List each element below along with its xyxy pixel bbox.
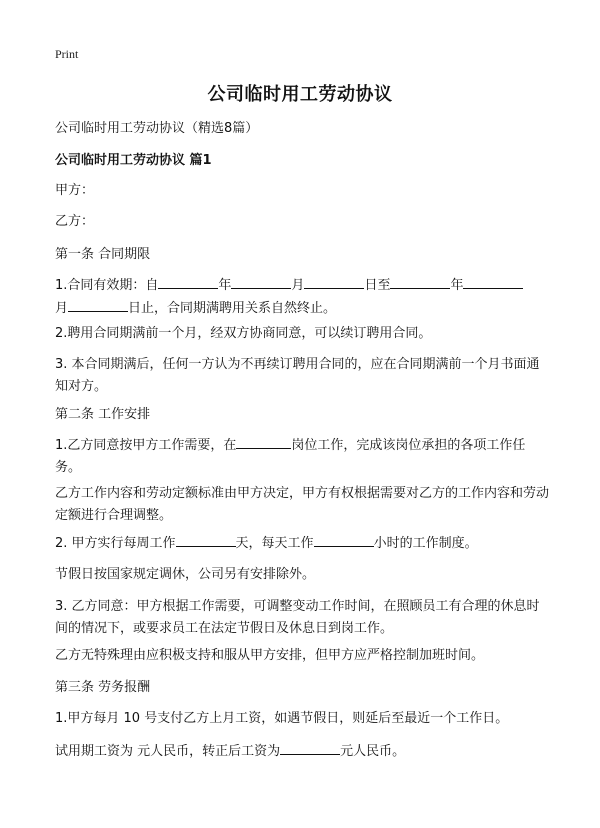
text-segment: 1.合同有效期：自 <box>55 278 159 293</box>
blank-line <box>390 274 450 289</box>
blank-line <box>231 274 291 289</box>
blank-line <box>236 434 291 449</box>
text-segment: 日至 <box>364 278 391 293</box>
print-label: Print <box>55 47 79 61</box>
party-b-line: 乙方： <box>55 214 95 229</box>
text-segment: 元人民币。 <box>340 744 406 759</box>
text-segment: 1.乙方同意按甲方工作需要，在 <box>55 438 237 453</box>
article2-para2: 节假日按国家规定调休，公司另有安排除外。 <box>55 567 316 582</box>
article2-item1 <box>55 434 550 479</box>
subtitle: 公司临时用工劳动协议（精选8篇） <box>55 121 259 136</box>
blank-line <box>280 740 340 755</box>
blank-line <box>314 532 374 547</box>
blank-line <box>68 297 128 312</box>
text-segment: 月 <box>291 278 305 293</box>
text-segment: 年 <box>450 278 464 293</box>
blank-line <box>158 274 218 289</box>
article2-para1: 乙方工作内容和劳动定额标准由甲方决定，甲方有权根据需要对乙方的工作内容和劳动定额进行合理调整。 <box>55 486 550 523</box>
article2-item3: 3. 乙方同意：甲方根据工作需要，可调整变动工作时间，在照顾员工有合理的休息时间的情况下，或要求员工在法定节假日及休息日到岗工作。 <box>55 599 540 636</box>
text-segment: 小时的工作制度。 <box>373 536 478 551</box>
blank-line <box>176 532 236 547</box>
article2-heading: 第二条 工作安排 <box>55 407 151 422</box>
blank-line <box>463 274 523 289</box>
text-segment: 月 <box>55 301 69 316</box>
article2-para3: 乙方无特殊理由应积极支持和服从甲方安排，但甲方应严格控制加班时间。 <box>55 648 485 663</box>
party-a-line: 甲方： <box>55 183 95 198</box>
article1-item3: 3. 本合同期满后，任何一方认为不再续订聘用合同的，应在合同期满前一个月书面通知对方。 <box>55 357 540 394</box>
article1-item2: 2.聘用合同期满前一个月，经双方协商同意，可以续订聘用合同。 <box>55 326 432 341</box>
article3-item1: 1.甲方每月 10 号支付乙方上月工资，如遇节假日，则延后至最近一个工作日。 <box>55 711 509 726</box>
article1-heading: 第一条 合同期限 <box>55 247 151 262</box>
text-segment: 天，每天工作 <box>235 536 314 551</box>
text-segment: 岗位工作，完成该岗位承担的各项工作任务。 <box>55 438 526 475</box>
section-heading: 公司临时用工劳动协议 篇1 <box>55 153 212 168</box>
text-segment: 年 <box>218 278 232 293</box>
article3-item2 <box>55 740 550 763</box>
article1-item1 <box>55 274 550 320</box>
text-segment: 2. 甲方实行每周工作 <box>55 536 176 551</box>
article3-heading: 第三条 劳务报酬 <box>55 680 151 695</box>
text-segment: 试用期工资为 元人民币，转正后工资为 <box>55 744 281 759</box>
article2-item2 <box>55 532 550 555</box>
document-title: 公司临时用工劳动协议 <box>207 84 393 105</box>
text-segment: 日止，合同期满聘用关系自然终止。 <box>128 301 337 316</box>
blank-line <box>304 274 364 289</box>
